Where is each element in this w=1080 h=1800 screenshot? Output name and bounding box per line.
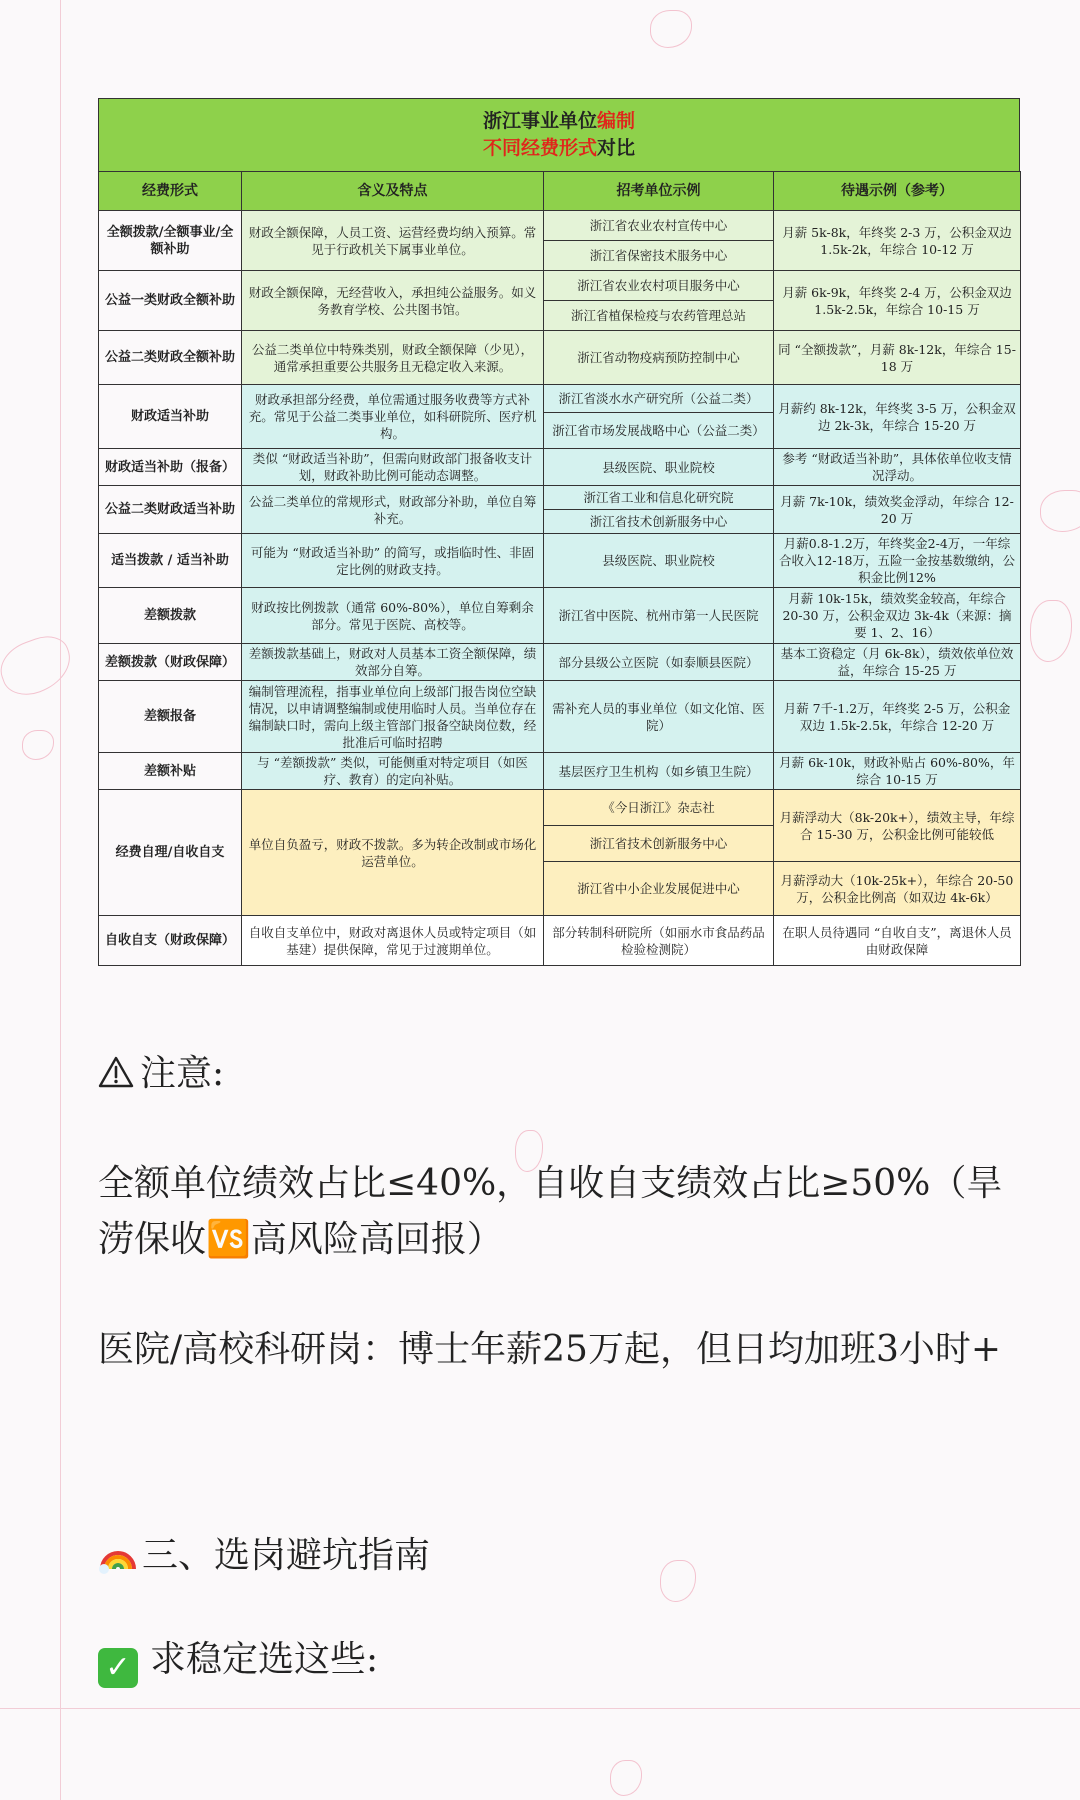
pay-cell: 月薪 10k-15k，绩效奖金较高，年综合 20-30 万，公积金双边 3k-4k（来源：摘要 1、2、16） xyxy=(774,588,1021,644)
category-cell: 差额拨款 xyxy=(99,588,242,644)
petal-doodle xyxy=(610,1760,642,1796)
rainbow-icon xyxy=(98,1535,138,1575)
category-cell: 公益一类财政全额补助 xyxy=(99,271,242,331)
category-cell: 全额拨款/全额事业/全额补助 xyxy=(99,211,242,271)
table-header-row xyxy=(99,172,1021,211)
checklist-heading-text: 求稳定选这些: xyxy=(150,1639,379,1680)
unit-cell: 县级医院、职业院校 xyxy=(544,449,774,486)
warning-triangle-icon xyxy=(98,1055,134,1089)
pay-cell: 月薪 7千-1.2万，年终奖 2-5 万，公积金双边 1.5k-2.5k，年综合 12-20 万 xyxy=(774,681,1021,753)
description-cell: 编制管理流程，指事业单位向上级部门报告岗位空缺情况，以申请调整编制或使用临时人员。当单位存在编制缺口时，需向上级主管部门报备空缺岗位数，经批准后可临时招聘 xyxy=(242,681,544,753)
unit-cell: 浙江省动物疫病预防控制中心 xyxy=(544,331,774,385)
header-cell: 待遇示例（参考） xyxy=(774,172,1021,211)
pay-cell: 月薪浮动大（8k-20k+），绩效主导，年综合 15-30 万，公积金比例可能较低 xyxy=(774,790,1021,862)
notes-heading xyxy=(98,1052,224,1096)
description-cell: 财政承担部分经费，单位需通过服务收费等方式补充。常见于公益二类事业单位，如科研院所、医疗机构。 xyxy=(242,385,544,449)
description-cell: 公益二类单位中特殊类别，财政全额保障（少见），通常承担重要公共服务且无稳定收入来源。 xyxy=(242,331,544,385)
description-cell: 财政全额保障，无经营收入，承担纯公益服务。如义务教育学校、公共图书馆。 xyxy=(242,271,544,331)
category-cell: 适当拨款 / 适当补助 xyxy=(99,534,242,588)
header-cell: 经费形式 xyxy=(99,172,242,211)
category-cell: 公益二类财政适当补助 xyxy=(99,486,242,534)
pay-cell: 参考 “财政适当补助”，具体依单位收支情况浮动。 xyxy=(774,449,1021,486)
table-row xyxy=(99,331,1021,385)
table-row xyxy=(99,211,1021,241)
pay-cell: 同 “全额拨款”，月薪 8k-12k，年综合 15-18 万 xyxy=(774,331,1021,385)
title-highlight: 不同经费形式 xyxy=(482,137,597,159)
category-cell: 自收自支（财政保障） xyxy=(99,916,242,966)
page-rule-line xyxy=(0,1708,1080,1709)
pay-cell: 月薪 5k-8k，年终奖 2-3 万，公积金双边 1.5k-2k，年综合 10-12 万 xyxy=(774,211,1021,271)
description-cell: 财政按比例拨款（通常 60%-80%），单位自筹剩余部分。常见于医院、高校等。 xyxy=(242,588,544,644)
pay-cell: 月薪约 8k-12k，年终奖 3-5 万，公积金双边 2k-3k，年综合 15-20 万 xyxy=(774,385,1021,449)
header-cell: 含义及特点 xyxy=(242,172,544,211)
description-cell: 财政全额保障，人员工资、运营经费均纳入预算。常见于行政机关下属事业单位。 xyxy=(242,211,544,271)
unit-cell: 部分转制科研院所（如丽水市食品药品检验检测院） xyxy=(544,916,774,966)
description-cell: 类似 “财政适当补助”，但需向财政部门报备收支计划，财政补助比例可能动态调整。 xyxy=(242,449,544,486)
unit-cell: 浙江省植保检疫与农药管理总站 xyxy=(544,301,774,331)
unit-cell: 浙江省技术创新服务中心 xyxy=(544,826,774,862)
description-cell: 公益二类单位的常规形式，财政部分补助，单位自筹补充。 xyxy=(242,486,544,534)
table-row xyxy=(99,486,1021,510)
unit-cell: 需补充人员的事业单位（如文化馆、医院） xyxy=(544,681,774,753)
title-text: 对比 xyxy=(597,137,636,159)
note-paragraph-1: 全额单位绩效占比≤40%，自收自支绩效占比≥50%（旱涝保收🆚高风险高回报） xyxy=(98,1163,1003,1260)
petal-doodle xyxy=(650,10,692,48)
category-cell: 差额拨款（财政保障） xyxy=(99,644,242,681)
table-row xyxy=(99,916,1021,966)
unit-cell: 浙江省技术创新服务中心 xyxy=(544,510,774,534)
table-row xyxy=(99,681,1021,753)
description-cell: 自收自支单位中，财政对离退休人员或特定项目（如基建）提供保障，常见于过渡期单位。 xyxy=(242,916,544,966)
description-cell: 差额拨款基础上，财政对人员基本工资全额保障，绩效部分自筹。 xyxy=(242,644,544,681)
category-cell: 差额报备 xyxy=(99,681,242,753)
table-row xyxy=(99,271,1021,301)
pay-cell: 在职人员待遇同 “自收自支”，离退休人员由财政保障 xyxy=(774,916,1021,966)
unit-cell: 浙江省中医院、杭州市第一人民医院 xyxy=(544,588,774,644)
note-paragraph-2: 医院/高校科研岗：博士年薪25万起，但日均加班3小时+ xyxy=(98,1329,1002,1370)
section-3-title: 三、选岗避坑指南 xyxy=(142,1535,431,1576)
pay-cell: 月薪 6k-9k，年终奖 2-4 万，公积金双边 1.5k-2.5k，年综合 10-15 万 xyxy=(774,271,1021,331)
unit-cell: 浙江省工业和信息化研究院 xyxy=(544,486,774,510)
check-mark-icon: ✓ xyxy=(98,1648,138,1688)
funding-comparison-table xyxy=(98,98,1020,966)
description-cell: 与 “差额拨款” 类似，可能侧重对特定项目（如医疗、教育）的定向补贴。 xyxy=(242,753,544,790)
table-row xyxy=(99,449,1021,486)
table-row xyxy=(99,644,1021,681)
unit-cell: 浙江省市场发展战略中心（公益二类） xyxy=(544,413,774,449)
category-cell: 财政适当补助（报备） xyxy=(99,449,242,486)
petal-doodle xyxy=(1030,600,1072,662)
petal-doodle xyxy=(660,1560,696,1602)
page-margin-line xyxy=(60,0,61,1800)
petal-doodle xyxy=(1040,490,1080,532)
pay-cell: 月薪 6k-10k，财政补贴占 60%-80%，年综合 10-15 万 xyxy=(774,753,1021,790)
unit-cell: 浙江省保密技术服务中心 xyxy=(544,241,774,271)
table-row xyxy=(99,534,1021,588)
unit-cell: 《今日浙江》杂志社 xyxy=(544,790,774,826)
title-text: 浙江事业单位 xyxy=(482,110,597,132)
category-cell: 差额补贴 xyxy=(99,753,242,790)
description-cell: 可能为 “财政适当补助” 的简写，或指临时性、非固定比例的财政支持。 xyxy=(242,534,544,588)
header-cell: 招考单位示例 xyxy=(544,172,774,211)
category-cell: 公益二类财政全额补助 xyxy=(99,331,242,385)
unit-cell: 浙江省农业农村项目服务中心 xyxy=(544,271,774,301)
unit-cell: 部分县级公立医院（如泰顺县医院） xyxy=(544,644,774,681)
checklist-heading xyxy=(98,1638,378,1688)
pay-cell: 月薪 7k-10k，绩效奖金浮动，年综合 12-20 万 xyxy=(774,486,1021,534)
table-title xyxy=(98,98,1020,171)
pay-cell: 月薪0.8-1.2万，年终奖金2-4万，一年综合收入12-18万，五险一金按基数缴纳，公积金比例12% xyxy=(774,534,1021,588)
table-row xyxy=(99,385,1021,413)
description-cell: 单位自负盈亏，财政不拨款。多为转企改制或市场化运营单位。 xyxy=(242,790,544,916)
unit-cell: 浙江省中小企业发展促进中心 xyxy=(544,862,774,916)
petal-doodle xyxy=(0,629,79,702)
notes-heading-text: 注意: xyxy=(140,1053,225,1094)
pay-cell: 月薪浮动大（10k-25k+），年综合 20-50 万，公积金比例高（如双边 4k-6k） xyxy=(774,862,1021,916)
category-cell: 财政适当补助 xyxy=(99,385,242,449)
petal-doodle xyxy=(22,730,54,760)
unit-cell: 基层医疗卫生机构（如乡镇卫生院） xyxy=(544,753,774,790)
data-table xyxy=(98,171,1021,966)
section-3-heading xyxy=(98,1534,430,1578)
unit-cell: 县级医院、职业院校 xyxy=(544,534,774,588)
table-row xyxy=(99,790,1021,826)
unit-cell: 浙江省农业农村宣传中心 xyxy=(544,211,774,241)
unit-cell: 浙江省淡水水产研究所（公益二类） xyxy=(544,385,774,413)
title-highlight: 编制 xyxy=(597,110,636,132)
table-row xyxy=(99,588,1021,644)
category-cell: 经费自理/自收自支 xyxy=(99,790,242,916)
table-row xyxy=(99,753,1021,790)
pay-cell: 基本工资稳定（月 6k-8k），绩效依单位效益，年综合 15-25 万 xyxy=(774,644,1021,681)
